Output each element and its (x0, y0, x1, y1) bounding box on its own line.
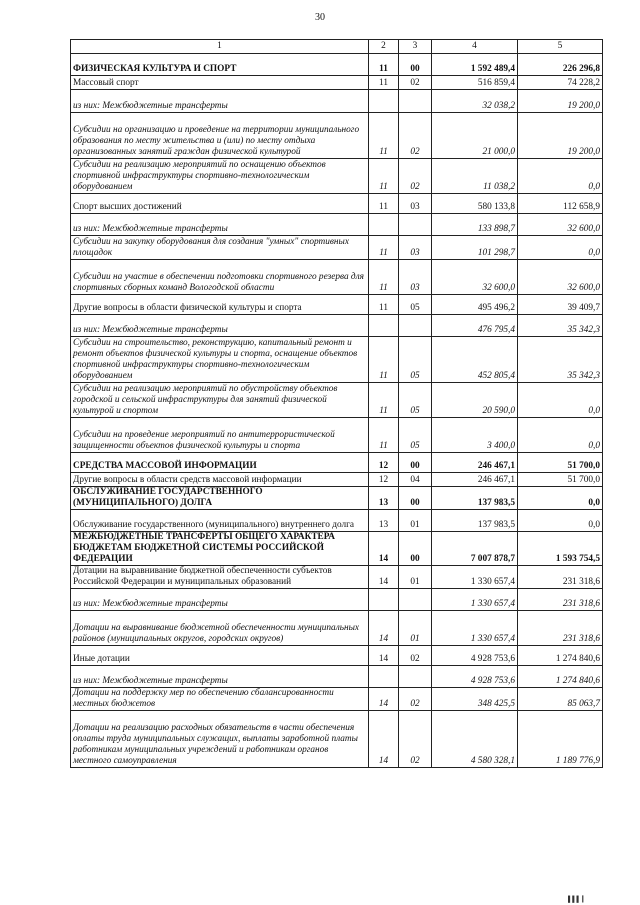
row-amount-2-cell: 231 318,6 (518, 611, 603, 646)
row-section-cell: 14 (369, 711, 399, 768)
row-subsection-cell: 02 (399, 711, 432, 768)
row-amount-1-cell: 11 038,2 (432, 159, 518, 194)
row-amount-1-cell: 20 590,0 (432, 383, 518, 418)
row-name-cell: Спорт высших достижений (71, 194, 369, 214)
row-subsection-cell: 05 (399, 418, 432, 453)
row-name-cell: Субсидии на закупку оборудования для создания "умных" спортивных площадок (71, 236, 369, 260)
table-row (71, 510, 603, 532)
row-amount-1-cell: 4 928 753,6 (432, 646, 518, 666)
row-amount-1-cell: 516 859,4 (432, 76, 518, 90)
row-name-cell: Субсидии на реализацию мероприятий по обустройству объектов городской и сельской инфраструктуры для занятий физической культурой и спортом (71, 383, 369, 418)
table-row (71, 113, 603, 159)
row-subsection-cell: 04 (399, 473, 432, 487)
table-row (71, 383, 603, 418)
row-name-cell: Дотации на поддержку мер по обеспечению сбалансированности местных бюджетов (71, 688, 369, 711)
row-amount-2-cell: 231 318,6 (518, 589, 603, 611)
row-amount-2-cell: 226 296,8 (518, 54, 603, 76)
row-subsection-cell: 02 (399, 159, 432, 194)
row-subsection-cell: 05 (399, 383, 432, 418)
row-subsection-cell (399, 589, 432, 611)
row-amount-1-cell: 7 007 878,7 (432, 532, 518, 566)
table-row (71, 236, 603, 260)
row-amount-1-cell: 476 795,4 (432, 315, 518, 337)
row-amount-2-cell: 35 342,3 (518, 315, 603, 337)
row-name-cell: из них: Межбюджетные трансферты (71, 315, 369, 337)
row-amount-1-cell: 32 600,0 (432, 260, 518, 295)
table-row (71, 159, 603, 194)
row-amount-1-cell: 495 496,2 (432, 295, 518, 315)
row-amount-2-cell: 39 409,7 (518, 295, 603, 315)
row-subsection-cell (399, 315, 432, 337)
row-name-cell: Субсидии на организацию и проведение на территории муниципального образования по месту жительства и (или) по месту отдыха организованных занятий граждан физической культурой (71, 113, 369, 159)
row-name-cell: из них: Межбюджетные трансферты (71, 589, 369, 611)
row-name-cell: ФИЗИЧЕСКАЯ КУЛЬТУРА И СПОРТ (71, 54, 369, 76)
row-amount-2-cell: 0,0 (518, 510, 603, 532)
table-row (71, 260, 603, 295)
header-cell-amount-2: 5 (518, 40, 603, 54)
row-subsection-cell: 02 (399, 113, 432, 159)
row-amount-2-cell: 0,0 (518, 418, 603, 453)
row-amount-2-cell: 32 600,0 (518, 214, 603, 236)
row-subsection-cell: 03 (399, 194, 432, 214)
row-subsection-cell: 00 (399, 532, 432, 566)
row-section-cell: 11 (369, 418, 399, 453)
row-section-cell: 11 (369, 236, 399, 260)
row-name-cell: Иные дотации (71, 646, 369, 666)
row-section-cell: 11 (369, 383, 399, 418)
row-subsection-cell: 05 (399, 337, 432, 383)
table-row (71, 532, 603, 566)
row-amount-1-cell: 101 298,7 (432, 236, 518, 260)
row-amount-2-cell: 19 200,0 (518, 113, 603, 159)
row-name-cell: Обслуживание государственного (муниципального) внутреннего долга (71, 510, 369, 532)
row-amount-2-cell: 0,0 (518, 383, 603, 418)
row-subsection-cell: 00 (399, 453, 432, 473)
table-header-row (71, 40, 603, 54)
header-cell-section: 2 (369, 40, 399, 54)
row-amount-1-cell: 4 580 328,1 (432, 711, 518, 768)
row-amount-2-cell: 1 189 776,9 (518, 711, 603, 768)
row-amount-2-cell: 74 228,2 (518, 76, 603, 90)
header-cell-amount-1: 4 (432, 40, 518, 54)
row-name-cell: Субсидии на проведение мероприятий по антитеррористической защищенности объектов физической культуры и спорта (71, 418, 369, 453)
row-subsection-cell (399, 90, 432, 113)
table-row (71, 214, 603, 236)
table-row (71, 295, 603, 315)
row-section-cell: 11 (369, 260, 399, 295)
row-subsection-cell (399, 214, 432, 236)
row-section-cell (369, 90, 399, 113)
row-amount-1-cell: 32 038,2 (432, 90, 518, 113)
row-amount-1-cell: 1 330 657,4 (432, 611, 518, 646)
row-amount-2-cell: 0,0 (518, 236, 603, 260)
row-section-cell: 14 (369, 611, 399, 646)
row-section-cell: 12 (369, 453, 399, 473)
row-amount-1-cell: 3 400,0 (432, 418, 518, 453)
row-name-cell: Дотации на выравнивание бюджетной обеспеченности муниципальных районов (муниципальных округов, городских округов) (71, 611, 369, 646)
table-row (71, 589, 603, 611)
row-name-cell: СРЕДСТВА МАССОВОЙ ИНФОРМАЦИИ (71, 453, 369, 473)
table-row (71, 418, 603, 453)
row-name-cell: из них: Межбюджетные трансферты (71, 666, 369, 688)
row-section-cell (369, 214, 399, 236)
row-amount-1-cell: 21 000,0 (432, 113, 518, 159)
page-number: 30 (315, 12, 325, 23)
row-subsection-cell: 03 (399, 260, 432, 295)
table-row (71, 688, 603, 711)
row-section-cell: 14 (369, 566, 399, 589)
row-amount-1-cell: 246 467,1 (432, 473, 518, 487)
table-row (71, 473, 603, 487)
row-section-cell: 11 (369, 194, 399, 214)
row-subsection-cell (399, 666, 432, 688)
row-amount-2-cell: 1 274 840,6 (518, 666, 603, 688)
row-section-cell: 14 (369, 646, 399, 666)
row-name-cell: из них: Межбюджетные трансферты (71, 90, 369, 113)
table-row (71, 76, 603, 90)
row-section-cell: 11 (369, 76, 399, 90)
row-subsection-cell: 00 (399, 487, 432, 510)
row-section-cell (369, 666, 399, 688)
row-section-cell: 11 (369, 295, 399, 315)
row-amount-2-cell: 19 200,0 (518, 90, 603, 113)
row-amount-1-cell: 1 330 657,4 (432, 566, 518, 589)
table-row (71, 666, 603, 688)
row-amount-1-cell: 246 467,1 (432, 453, 518, 473)
row-section-cell: 11 (369, 54, 399, 76)
row-subsection-cell: 01 (399, 611, 432, 646)
row-subsection-cell: 00 (399, 54, 432, 76)
table-row (71, 566, 603, 589)
row-section-cell: 11 (369, 159, 399, 194)
table-row (71, 487, 603, 510)
header-cell-name: 1 (71, 40, 369, 54)
row-amount-1-cell: 1 592 489,4 (432, 54, 518, 76)
table-row (71, 646, 603, 666)
table-row (71, 54, 603, 76)
row-amount-2-cell: 51 700,0 (518, 453, 603, 473)
row-amount-1-cell: 137 983,5 (432, 510, 518, 532)
row-name-cell: Другие вопросы в области средств массовой информации (71, 473, 369, 487)
row-amount-2-cell: 1 274 840,6 (518, 646, 603, 666)
row-name-cell: ОБСЛУЖИВАНИЕ ГОСУДАРСТВЕННОГО (МУНИЦИПАЛЬНОГО) ДОЛГА (71, 487, 369, 510)
row-name-cell: Субсидии на участие в обеспечении подготовки спортивного резерва для спортивных сборных команд Вологодской области (71, 260, 369, 295)
budget-table (70, 39, 603, 768)
row-name-cell: Субсидии на строительство, реконструкцию, капитальный ремонт и ремонт объектов физической культуры и спорта, оснащение объектов спортивной инфраструктуры спортивно-технологическим оборудованием (71, 337, 369, 383)
table-row (71, 337, 603, 383)
row-subsection-cell: 02 (399, 646, 432, 666)
row-section-cell: 13 (369, 510, 399, 532)
row-name-cell: МЕЖБЮДЖЕТНЫЕ ТРАНСФЕРТЫ ОБЩЕГО ХАРАКТЕРА БЮДЖЕТАМ БЮДЖЕТНОЙ СИСТЕМЫ РОССИЙСКОЙ ФЕДЕРАЦИИ (71, 532, 369, 566)
row-amount-1-cell: 1 330 657,4 (432, 589, 518, 611)
row-amount-2-cell: 0,0 (518, 159, 603, 194)
row-amount-1-cell: 133 898,7 (432, 214, 518, 236)
row-amount-2-cell: 1 593 754,5 (518, 532, 603, 566)
row-amount-2-cell: 35 342,3 (518, 337, 603, 383)
row-amount-2-cell: 0,0 (518, 487, 603, 510)
header-cell-subsection: 3 (399, 40, 432, 54)
row-section-cell (369, 589, 399, 611)
row-amount-2-cell: 32 600,0 (518, 260, 603, 295)
table-row (71, 453, 603, 473)
row-amount-1-cell: 348 425,5 (432, 688, 518, 711)
row-name-cell: Массовый спорт (71, 76, 369, 90)
row-amount-2-cell: 112 658,9 (518, 194, 603, 214)
row-section-cell (369, 315, 399, 337)
row-section-cell: 12 (369, 473, 399, 487)
row-amount-2-cell: 51 700,0 (518, 473, 603, 487)
row-subsection-cell: 03 (399, 236, 432, 260)
row-section-cell: 13 (369, 487, 399, 510)
table-row (71, 315, 603, 337)
row-section-cell: 14 (369, 688, 399, 711)
table-row (71, 711, 603, 768)
row-amount-1-cell: 137 983,5 (432, 487, 518, 510)
row-amount-1-cell: 4 928 753,6 (432, 666, 518, 688)
scan-mark: ▌▌▌ ▎ (568, 897, 587, 903)
row-name-cell: Дотации на выравнивание бюджетной обеспеченности субъектов Российской Федерации и муниципальных образований (71, 566, 369, 589)
row-amount-2-cell: 85 063,7 (518, 688, 603, 711)
row-name-cell: Субсидии на реализацию мероприятий по оснащению объектов спортивной инфраструктуры спортивно-технологическим оборудованием (71, 159, 369, 194)
table-row (71, 194, 603, 214)
row-name-cell: Другие вопросы в области физической культуры и спорта (71, 295, 369, 315)
row-section-cell: 11 (369, 337, 399, 383)
table-row (71, 611, 603, 646)
row-subsection-cell: 01 (399, 566, 432, 589)
row-name-cell: Дотации на реализацию расходных обязательств в части обеспечения оплаты труда муниципальных служащих, выплаты заработной платы работникам муниципальных учреждений и работникам органов местного самоуправления (71, 711, 369, 768)
row-amount-2-cell: 231 318,6 (518, 566, 603, 589)
row-subsection-cell: 05 (399, 295, 432, 315)
row-subsection-cell: 01 (399, 510, 432, 532)
row-section-cell: 11 (369, 113, 399, 159)
row-subsection-cell: 02 (399, 76, 432, 90)
row-amount-1-cell: 580 133,8 (432, 194, 518, 214)
row-subsection-cell: 02 (399, 688, 432, 711)
row-name-cell: из них: Межбюджетные трансферты (71, 214, 369, 236)
row-section-cell: 14 (369, 532, 399, 566)
table-row (71, 90, 603, 113)
row-amount-1-cell: 452 805,4 (432, 337, 518, 383)
